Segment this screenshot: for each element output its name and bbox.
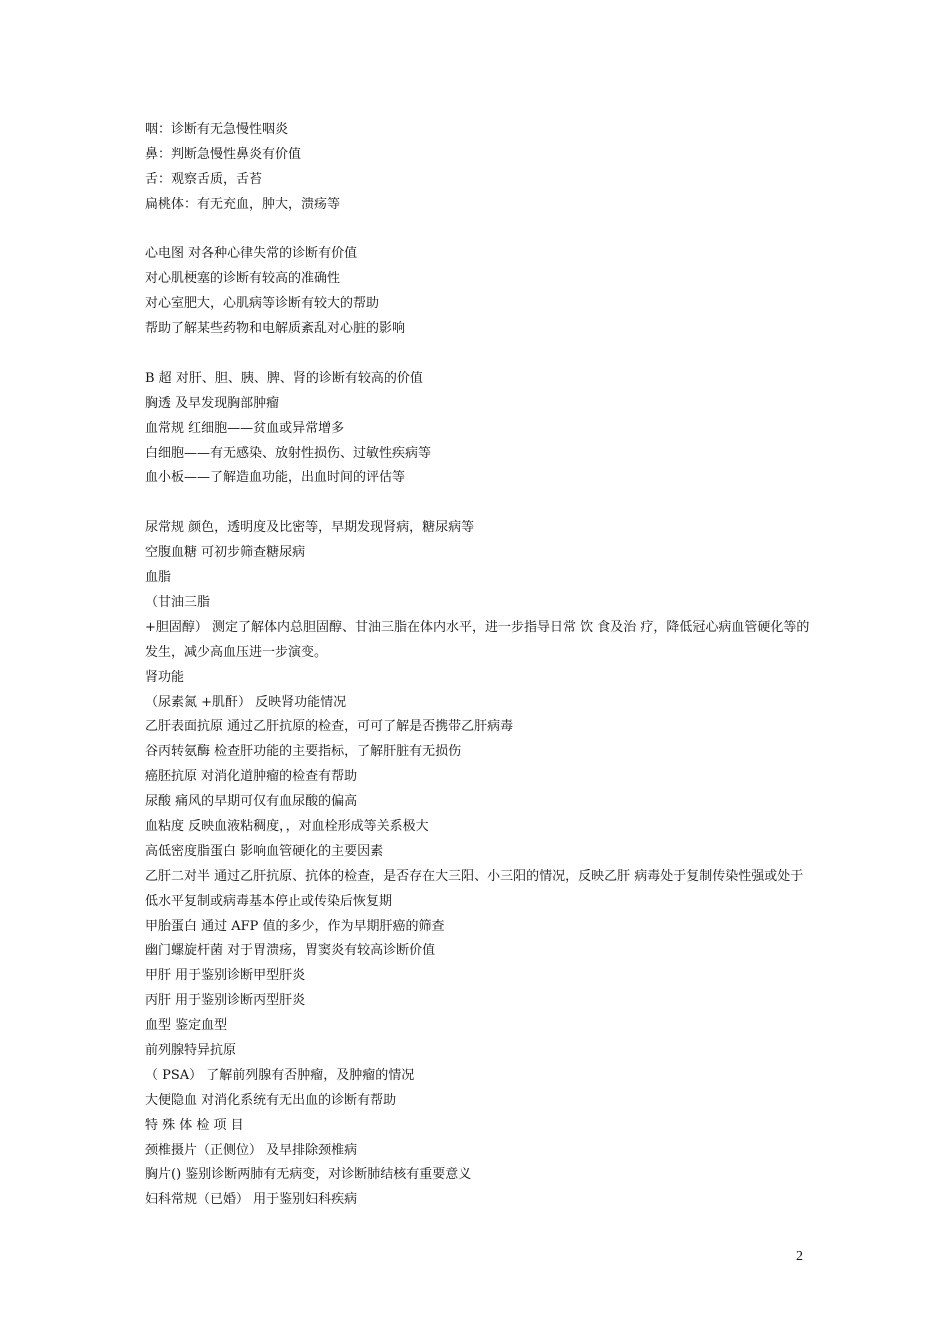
text-line: 血粘度 反映血液粘稠度，，对血栓形成等关系极大 bbox=[145, 818, 429, 834]
text-line: 肾功能 bbox=[145, 669, 185, 685]
text-line: 尿酸 痛风的早期可仅有血尿酸的偏高 bbox=[145, 794, 358, 810]
text-line: 前列腺特异抗原 bbox=[145, 1043, 237, 1059]
text-line: 扁桃体：有无充血，肿大，溃疡等 bbox=[145, 196, 341, 212]
text-paragraph: +胆固醇） 测定了解体内总胆固醇、甘油三脂在体内水平，进一步指导日常 饮 食及治 疗，降低冠心病血管硬化等的发生，减少高血压进一步演变。 bbox=[145, 619, 810, 660]
text-line: （甘油三脂 bbox=[145, 594, 211, 610]
text-line: 血型 鉴定血型 bbox=[145, 1018, 228, 1034]
text-line: 甲胎蛋白 通过 AFP 值的多少，作为早期肝癌的筛查 bbox=[145, 918, 445, 934]
text-line: 癌胚抗原 对消化道肿瘤的检查有帮助 bbox=[145, 769, 358, 785]
text-line: 血小板——了解造血功能，出血时间的评估等 bbox=[145, 470, 406, 486]
text-line: 对心室肥大，心肌病等诊断有较大的帮助 bbox=[145, 296, 380, 312]
text-line: 血脂 bbox=[145, 570, 172, 586]
paragraph-gap bbox=[145, 342, 810, 367]
text-line: 胸片() 鉴别诊断两肺有无病变，对诊断肺结核有重要意义 bbox=[145, 1167, 472, 1183]
text-line: 乙肝表面抗原 通过乙肝抗原的检查，可可了解是否携带乙肝病毒 bbox=[145, 719, 514, 735]
section-heading: 特 殊 体 检 项 目 bbox=[145, 1117, 244, 1133]
text-line: 妇科常规（已婚） 用于鉴别妇科疾病 bbox=[145, 1192, 358, 1208]
text-line: 血常规 红细胞——贫血或异常增多 bbox=[145, 420, 345, 436]
text-line: 胸透 及早发现胸部肿瘤 bbox=[145, 395, 280, 411]
paragraph-gap bbox=[145, 218, 810, 243]
paragraph-gap bbox=[145, 491, 810, 516]
text-line: 对心肌梗塞的诊断有较高的准确性 bbox=[145, 271, 341, 287]
text-line: 帮助了解某些药物和电解质紊乱对心脏的影响 bbox=[145, 321, 406, 337]
text-line: 咽：诊断有无急慢性咽炎 bbox=[145, 122, 289, 137]
text-line: 高低密度脂蛋白 影响血管硬化的主要因素 bbox=[145, 843, 384, 859]
text-line: 大便隐血 对消化系统有无出血的诊断有帮助 bbox=[145, 1092, 397, 1108]
text-line: 尿常规 颜色，透明度及比密等，早期发现肾病，糖尿病等 bbox=[145, 520, 475, 536]
text-line: 甲肝 用于鉴别诊断甲型肝炎 bbox=[145, 968, 306, 984]
text-line: （ PSA） 了解前列腺有否肿瘤，及肿瘤的情况 bbox=[145, 1067, 415, 1083]
text-line: 白细胞——有无感染、放射性损伤、过敏性疾病等 bbox=[145, 445, 432, 461]
text-line: （尿素氮 +肌酐） 反映肾功能情况 bbox=[145, 694, 347, 710]
text-line: 谷丙转氨酶 检查肝功能的主要指标，了解肝脏有无损伤 bbox=[145, 744, 462, 760]
text-line: 丙肝 用于鉴别诊断丙型肝炎 bbox=[145, 993, 306, 1009]
page-body bbox=[145, 118, 810, 1213]
text-line: 心电图 对各种心律失常的诊断有价值 bbox=[145, 246, 358, 262]
text-line: 幽门螺旋杆菌 对于胃溃疡，胃窦炎有较高诊断价值 bbox=[145, 943, 436, 959]
page-number: 2 bbox=[796, 1249, 803, 1264]
text-line: 鼻：判断急慢性鼻炎有价值 bbox=[145, 146, 302, 162]
text-paragraph: 乙肝二对半 通过乙肝抗原、抗体的检查，是否存在大三阳、小三阳的情况，反映乙肝 病毒处于复制传染性强或处于低水平复制或病毒基本停止或传染后恢复期 bbox=[145, 868, 804, 909]
text-line: B 超 对肝、胆、胰、脾、肾的诊断有较高的价值 bbox=[145, 370, 423, 386]
text-line: 舌：观察舌质，舌苔 bbox=[145, 171, 263, 187]
text-line: 空腹血糖 可初步筛查糖尿病 bbox=[145, 545, 306, 561]
text-line: 颈椎摄片（正侧位） 及早排除颈椎病 bbox=[145, 1142, 358, 1158]
